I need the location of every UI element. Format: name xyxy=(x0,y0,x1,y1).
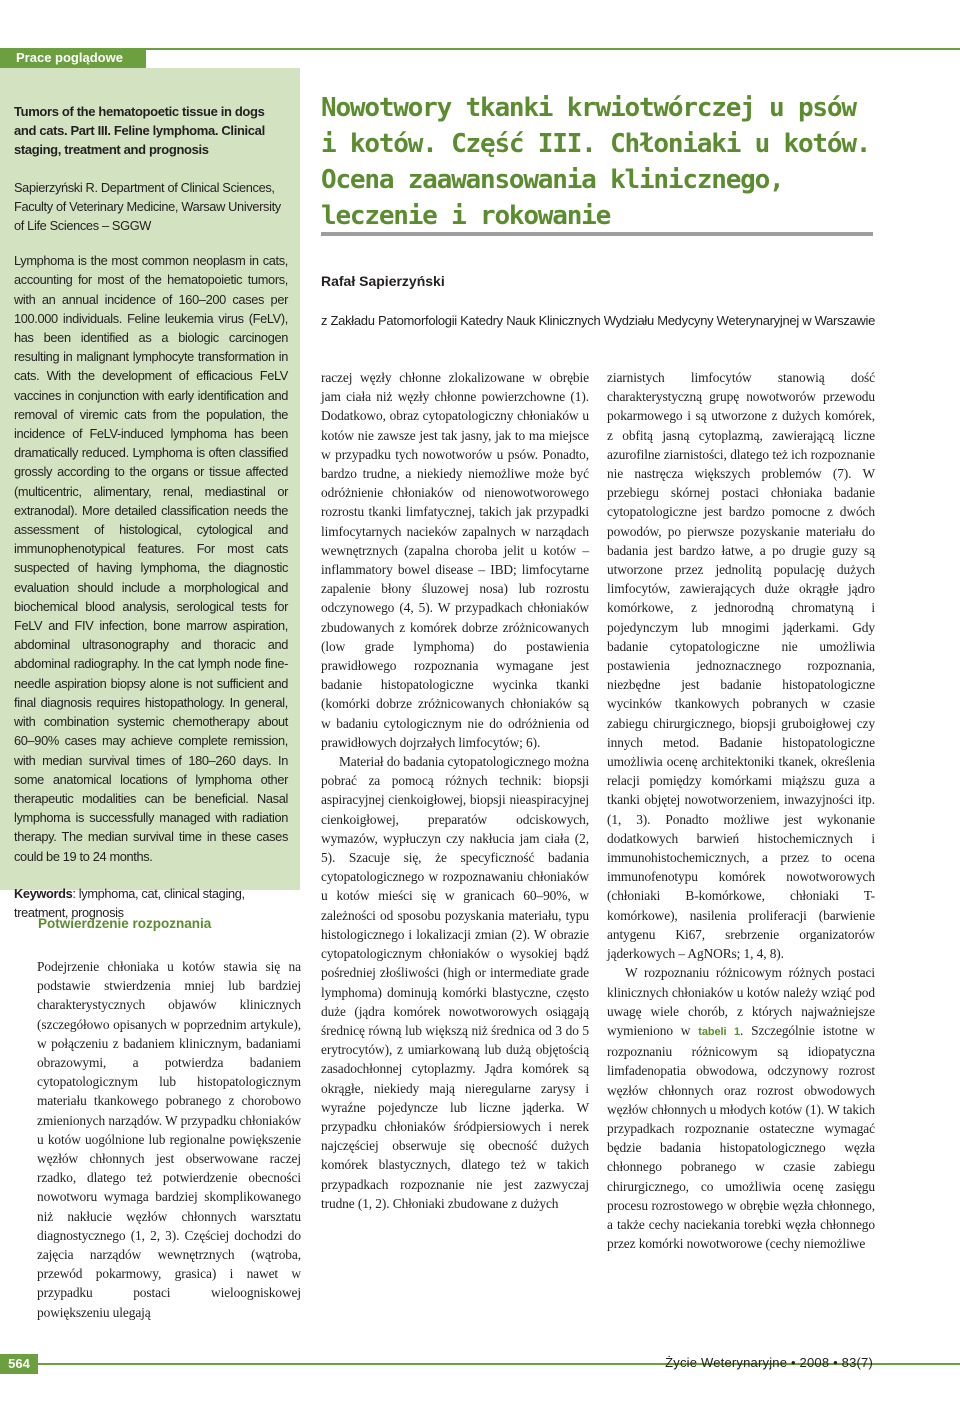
article-title: Nowotwory tkanki krwiotwórczej u psów i kotów. Część III. Chłoniaki u kotów. Ocena zaawansowania klinicznego, leczenie i rokowanie xyxy=(321,93,871,231)
abstract-title: Tumors of the hematopoetic tissue in dogs and cats. Part III. Feline lymphoma. Clinical staging, treatment and prognosis xyxy=(14,104,265,158)
paragraph: Podejrzenie chłoniaka u kotów stawia się na podstawie stwierdzenia mniej lub bardziej charakterystycznych objawów klinicznych (szczegółowo opisanych w poprzednim artykule), w połączeniu z badaniem klinicznym, badaniami obrazowymi, a potwierdza badaniem cytopatologicznym lub histopatologicznym materiału tkankowego pobranego z chorobowo zmienionych narządów. W przypadku chłoniaków u kotów uogólnione lub regionalne powiększenie węzłów chłonnych jest obserwowane raczej rzadko, dlatego też potwierdzenie obecności nowotworu wymaga bardziej skomplikowanego niż nakłucie węzłów chłonnych warsztatu diagnostycznego (1, 2, 3). Częściej dochodzi do zajęcia narządów wewnętrznych (wątroba, przewód pokarmowy, grasica) i nawet w przypadku postaci wieloogniskowej powiększeniu ulegają xyxy=(37,959,301,1320)
keywords-text: : lymphoma, cat, clinical staging, treatment, prognosis xyxy=(14,885,245,920)
paragraph xyxy=(607,963,875,1253)
paragraph-text: W rozpoznaniu różnicowym różnych postaci klinicznych chłoniaków u kotów należy wziąć pod uwagę wiele chorób, z których najważniejsze wymieniono w xyxy=(607,965,875,1038)
paragraph: Materiał do badania cytopatologicznego można pobrać za pomocą różnych technik: biopsji aspiracyjnej cienkoigłowej, biopsji nieaspiracyjnej cienkoigłowej, preparatów odciskowych, wymazów, wypłuczyn czy nakłucia jam ciała (2, 5). Szacuje się, że specyficzność badania cytopatologicznego w rozpoznawaniu chłoniaków u kotów mieści się w granicach 60–90%, w zależności od sposobu pozyskania materiału, typu histologicznego i lokalizacji zmian (2). W obrazie cytopatologicznym chłoniaków o wysokiej bądź pośredniej złośliwości (high or intermediate grade lymphoma) dominują komórki blastyczne, często duże (jądra komórek nowotworowych osiągają średnicę równą lub większą niż średnica od 3 do 5 erytrocytów), z umiarkowaną lub dużą objętością zasadochłonnej cytoplazmy. Jądra komórek są okrągłe, niekiedy mają nieregularne zarysy i wyraźne pojedyncze lub liczne jąderka. W przypadku chłoniaków śródpiersiowych i nerek najczęściej obserwuje się obecność dużych komórek blastycznych, dlatego też w takich przypadkach rozpoznanie nie jest zazwyczaj trudne (1, 2). Chłoniaki zbudowane z dużych xyxy=(321,754,589,1211)
abstract-affiliation xyxy=(14,178,288,236)
paragraph: ziarnistych limfocytów stanowią dość charakterystyczną grupę nowotworów przewodu pokarmowego i są utworzone z dużych komórek, z obfitą jasną cytoplazmą, zawierającą liczne azurofilne ziarnistości, dlatego też ich rozpoznanie nie nastręcza większych problemów (7). W przebiegu skórnej postaci chłoniaka badanie cytopatologiczne jest bardzo pomocne z dwóch powodów, po pierwsze pozyskanie materiału do badania jest bardzo łatwe, a po drugie guzy są utworzone przez jednolitą populację dużych limfocytów, zawierających duże okrągłe jądro komórkowe, z jednorodną chromatyną i pojedynczym lub mnogimi jąderkami. Gdy badanie cytopatologiczne nie umożliwia postawienia jednoznacznego rozpoznania, niezbędne jest badanie histopatologiczne wycinków tkankowych pobranych w czasie zabiegu chirurgicznego, biopsji gruboigłowej czy innych metod. Badanie histopatologiczne umożliwia ocenę architektoniki tkanek, określenia relacji pomiędzy komórkami miąższu guza a tkanki objętej nowotworzeniem, inwazyjności itp. (1, 3). Ponadto możliwe jest wykonanie dodatkowych barwień histochemicznych i immunohistochemicznych, a przez to ocena immunofenotypu komórek nowotworowych (chłoniaki B-komórkowe, chłoniaki T-komórkowe), nasilenia proliferacji (barwienie antygenu Ki67, srebrzenie organizatorów jąderkowych – AgNORs; 1, 4, 8). xyxy=(607,370,875,962)
title-rule xyxy=(321,232,873,236)
body-column-middle xyxy=(321,368,589,1213)
abstract-author: Sapierzyński R. xyxy=(14,179,98,195)
table-reference-link[interactable]: tabeli 1 xyxy=(698,1025,740,1038)
page-number: 564 xyxy=(0,1354,38,1374)
section-tag: Prace poglądowe xyxy=(0,48,146,68)
paragraph: raczej węzły chłonne zlokalizowane w obrębie jam ciała niż węzły chłonne powierzchowne (1). Dodatkowo, obraz cytopatologiczny chłoniaków u kotów nie zawsze jest tak jasny, jak to ma miejsce w przypadku tych nowotworów u psów. Ponadto, bardzo trudne, a niekiedy niemożliwe może być odróżnienie chłoniaków od nienowotworowego rozrostu tkanki limfatycznej, takich jak przypadki limfocytarnych nacieków zapalnych w narządach wewnętrznych (zapalna choroba jelit u kotów – inflammatory bowel disease – IBD; limfocytarne zapalenie błony śluzowej nosa) lub rozrostu odczynowego (4, 5). W przypadkach chłoniaków zbudowanych z komórek dobrze zróżnicowanych (low grade lymphoma) do postawienia prawidłowego rozpoznania wymagane jest badanie histopatologiczne wycinka tkanki (komórki dobrze zróżnicowanych chłoniaków są w badaniu cytologicznym nie do odróżnienia od prawidłowych dojrzałych limfocytów; 6). xyxy=(321,370,589,750)
abstract-affiliation-text: Department of Clinical Sciences, Faculty of Veterinary Medicine, Warsaw University of Life Sciences – SGGW xyxy=(14,179,281,234)
article-author: Rafał Sapierzyński xyxy=(321,273,445,289)
section-heading: Potwierdzenie rozpoznania xyxy=(38,916,212,931)
body-column-right xyxy=(607,368,875,1253)
english-abstract-panel xyxy=(0,68,300,920)
keywords-label: Keywords xyxy=(14,885,73,901)
abstract-body: Lymphoma is the most common neoplasm in cats, accounting for most of the hematopoietic tumors, with an annual incidence of 160–200 cases per 100.000 individuals. Feline leukemia virus (FeLV), has been identified as a biologic carcinogen resulting in malignant lymphocyte transformation in cats. With the development of efficacious FeLV vaccines in conjunction with early identification and removal of viremic cats from the population, the incidence of FeLV-induced lymphoma has been dramatically reduced. Lymphoma is often classified grossly according to the organs or tissue affected (multicentric, alimentary, renal, mediastinal or extranodal). More detailed classification needs the assessment of histological, cytological and immunophenotypical features. For most cats suspected of having lymphoma, the diagnostic evaluation should include a morphological and biochemical blood analysis, serological tests for FeLV and FIV infection, bone marrow aspiration, abdominal ultrasonography and thoracic and abdominal radiography. In the cat lymph node fine-needle aspiration biopsy alone is not sufficient and final diagnosis requires histopathology. In general, with combination systemic chemotherapy about 60–90% cases may achieve complete remission, with median survival times of 180–260 days. In some anatomical locations of lymphoma other therapeutic modalities can be beneficial. Nasal lymphoma is successfully managed with radiation therapy. The median survival time in these cases could be 19 to 24 months. xyxy=(14,253,288,864)
article-affiliation: z Zakładu Patomorfologii Katedry Nauk Klinicznych Wydziału Medycyny Weterynaryjnej w Warszawie xyxy=(321,313,876,328)
journal-citation: Życie Weterynaryjne • 2008 • 83(7) xyxy=(665,1355,873,1370)
paragraph-text: . Szczególnie istotne w rozpoznaniu różnicowym są idiopatyczna limfadenopatia obwodowa, odczynowy rozrost węzłów chłonnych oraz rozrost obwodowych węzłów chłonnych u młodych kotów (1). W takich przypadkach rozpoznanie ostateczne wymagać będzie badania histopatologicznego węzła chłonnego pobranego w czasie zabiegu chirurgicznego, co umożliwia ocenę zasięgu procesu rozrostowego w obrębie węzła chłonnego, a także cechy naciekania torebki węzła chłonnego przez komórki nowotworowe (cechy niemożliwe xyxy=(607,1022,876,1252)
body-column-left xyxy=(37,957,301,1322)
